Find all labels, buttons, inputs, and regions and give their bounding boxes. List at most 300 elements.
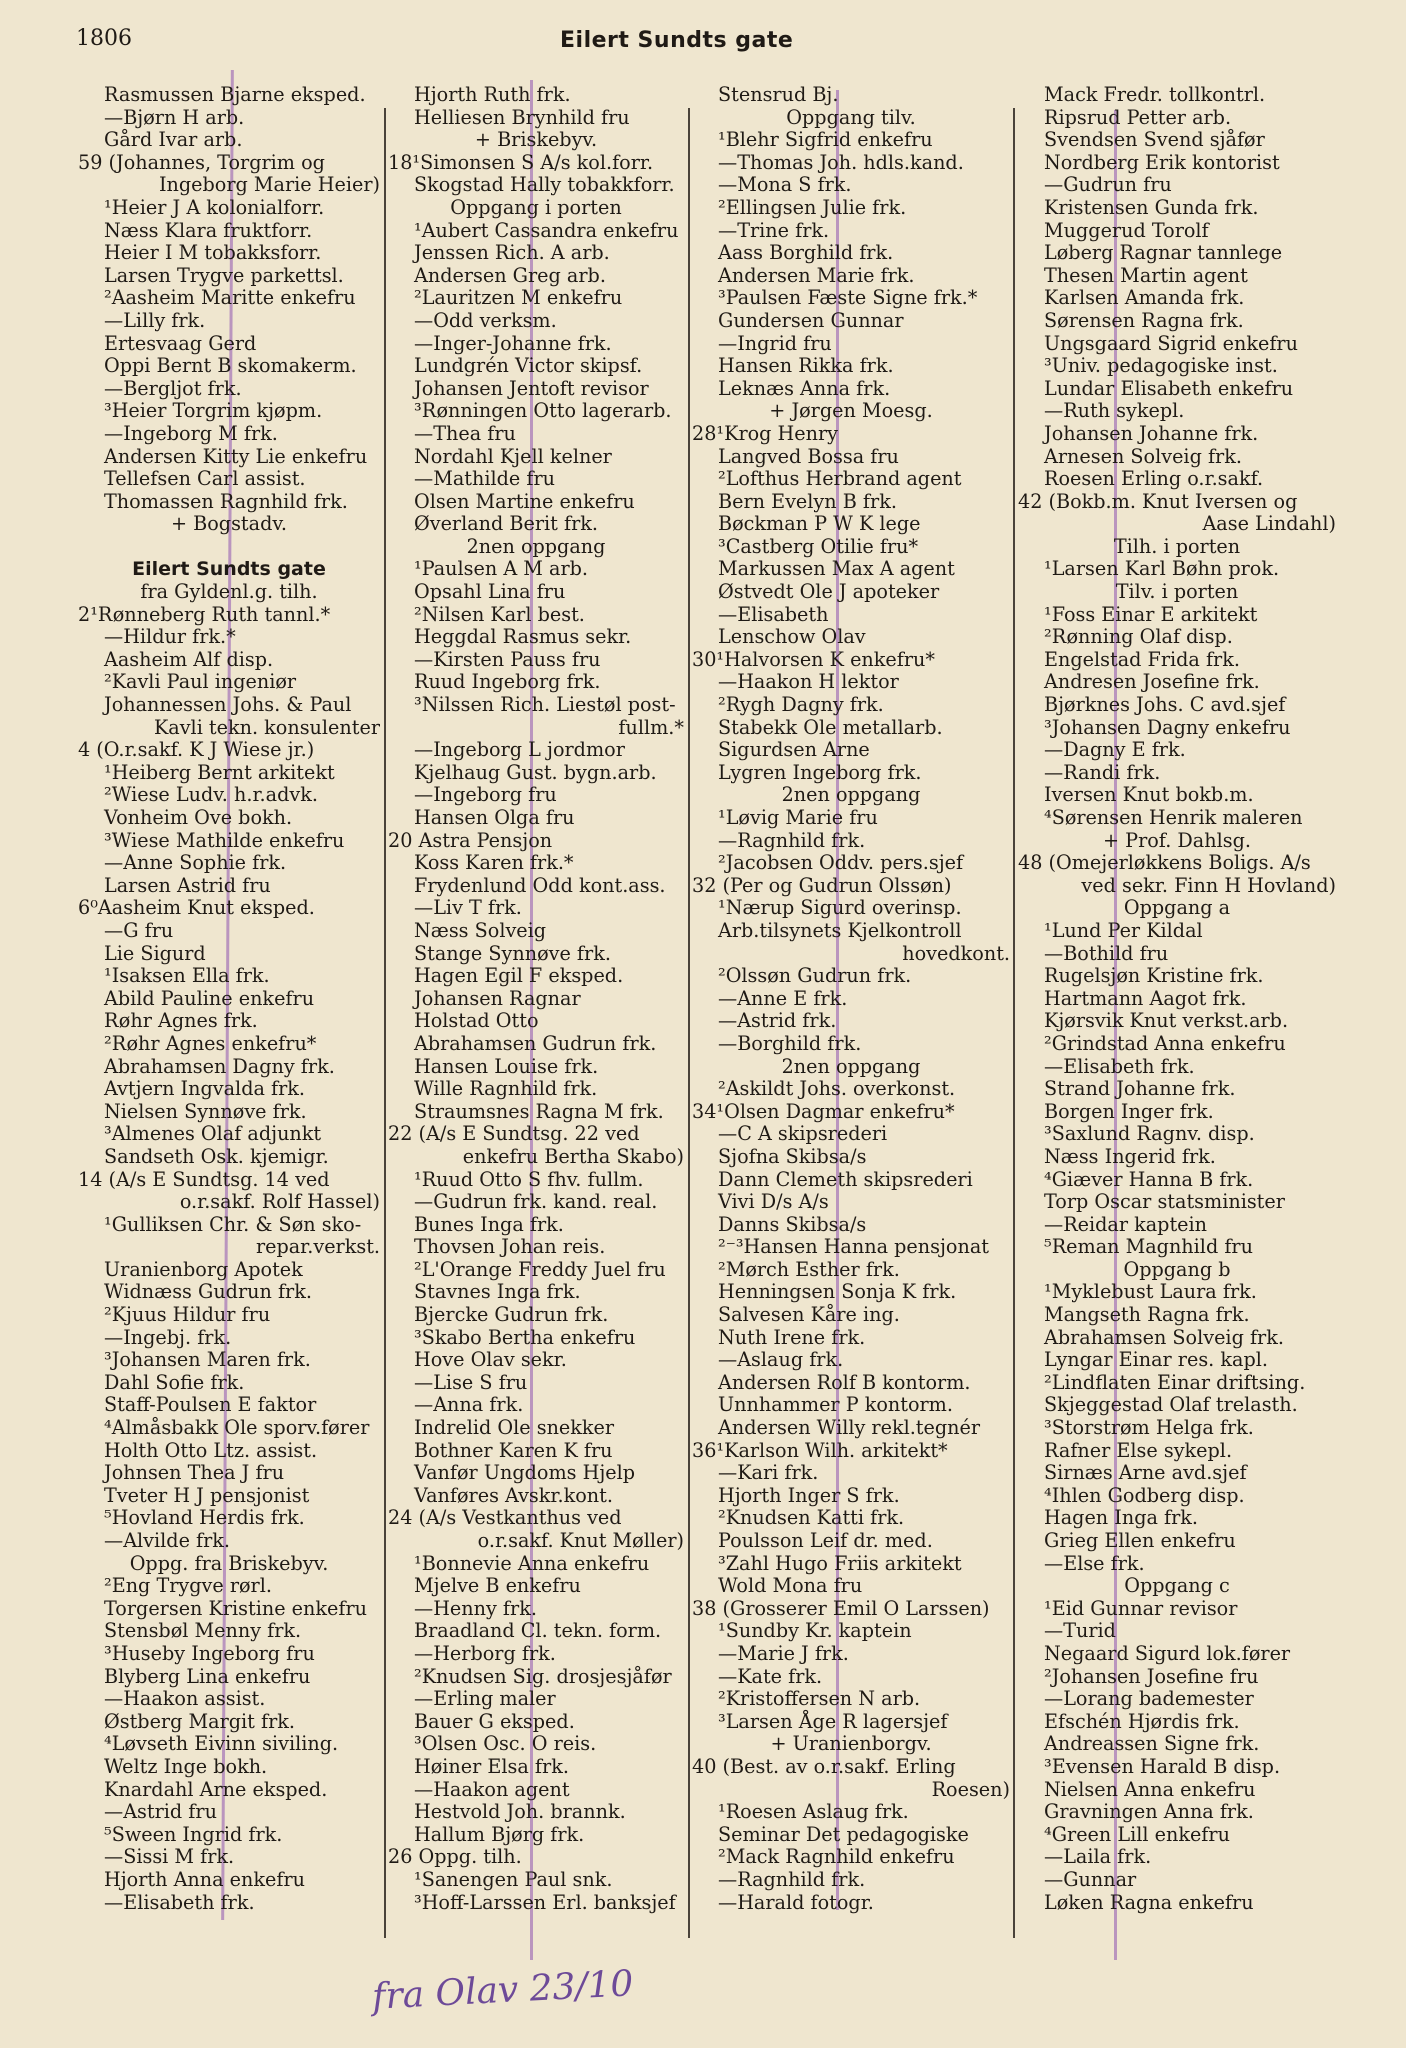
directory-line: —Borghild frk. — [718, 1031, 862, 1055]
directory-line: —Haakon agent — [414, 1777, 570, 1801]
directory-line: —Gunnar — [1044, 1867, 1137, 1891]
directory-line: Tilv. i porten — [1115, 580, 1239, 604]
directory-line: Hallum Bjørg frk. — [414, 1822, 585, 1846]
directory-line: ³Rønningen Otto lagerarb. — [414, 399, 672, 423]
directory-line: Stensrud Bj. — [718, 84, 839, 106]
directory-line: Abrahamsen Solveig frk. — [1044, 1325, 1284, 1349]
directory-line: —Ragnhild frk. — [718, 828, 866, 852]
directory-line: ³Skabo Bertha enkefru — [414, 1325, 636, 1349]
directory-line: Ertesvaag Gerd — [104, 331, 257, 355]
directory-line: Hjorth Ruth frk. — [414, 84, 571, 106]
directory-line: o.r.sakf. Rolf Hassel) — [179, 1190, 380, 1214]
directory-line: Hove Olav sekr. — [414, 1348, 567, 1372]
directory-line: 42 (Bokb.m. Knut Iversen og — [1018, 489, 1298, 513]
directory-line: —Kari frk. — [718, 1461, 819, 1485]
directory-line: —Lise S fru — [414, 1370, 528, 1394]
directory-line: Larsen Trygve parkettsl. — [104, 263, 344, 287]
directory-line: ³Saxlund Ragnv. disp. — [1044, 1122, 1255, 1146]
directory-line: ²Lofthus Herbrand agent — [718, 467, 962, 491]
directory-line: ¹Foss Einar E arkitekt — [1044, 602, 1258, 626]
directory-line: Østvedt Ole J apoteker — [718, 580, 940, 604]
directory-line: Henningsen Sonja K frk. — [718, 1280, 957, 1304]
directory-line: Kavli tekn. konsulenter — [153, 715, 380, 739]
directory-line: ³Johansen Maren frk. — [104, 1348, 311, 1372]
column-3 — [692, 84, 1010, 1914]
directory-line: Bjørknes Johs. C avd.sjef — [1044, 693, 1286, 717]
directory-line: Efschén Hjørdis frk. — [1044, 1709, 1240, 1733]
directory-line: Johnsen Thea J fru — [104, 1461, 285, 1485]
directory-line: Tellefsen Carl assist. — [104, 467, 306, 491]
directory-line: ³Univ. pedagogiske inst. — [1044, 354, 1278, 378]
directory-line: Aasheim Alf disp. — [104, 647, 274, 671]
directory-line: ²Rygh Dagny frk. — [718, 693, 884, 717]
directory-line: Næss Solveig — [414, 918, 547, 942]
directory-line: Gård Ivar arb. — [104, 128, 243, 152]
directory-line: —Turid — [1044, 1619, 1116, 1643]
directory-line: Johansen Jentoft revisor — [414, 376, 649, 400]
directory-line: Ruud Ingeborg frk. — [414, 670, 601, 694]
directory-line: Hjorth Anna enkefru — [104, 1867, 306, 1891]
directory-line: 40 (Best. av o.r.sakf. Erling — [692, 1754, 956, 1778]
directory-line: —Erling maler — [414, 1687, 556, 1711]
directory-line: ³Evensen Harald B disp. — [1044, 1754, 1281, 1778]
directory-line: Andersen Greg arb. — [414, 263, 606, 287]
directory-columns — [0, 84, 1406, 2004]
directory-line: —Herborg frk. — [414, 1641, 556, 1665]
directory-line: —Thea fru — [414, 421, 516, 445]
directory-line: Weltz Inge bokh. — [104, 1754, 268, 1778]
directory-line: 32 (Per og Gudrun Olssøn) — [692, 873, 952, 897]
directory-line: Sørensen Ragna frk. — [1044, 308, 1244, 332]
directory-line: fra Gyldenl.g. tilh. — [140, 580, 318, 604]
directory-line: Sirnæs Arne avd.sjef — [1044, 1461, 1247, 1485]
directory-line: —Laila frk. — [1044, 1845, 1152, 1869]
directory-line: ²Wiese Ludv. h.r.advk. — [104, 783, 318, 807]
directory-line: Bern Evelyn B frk. — [718, 489, 897, 513]
directory-line: Lie Sigurd — [104, 941, 206, 965]
directory-line: Oppi Bernt B skomakerm. — [104, 354, 357, 378]
directory-line: Uranienborg Apotek — [104, 1257, 303, 1281]
directory-line: ¹Heier J A kolonialforr. — [104, 195, 325, 219]
directory-line: + Prof. Dahlsg. — [1103, 828, 1251, 852]
directory-line: Sjofna Skibsa/s — [718, 1144, 867, 1168]
directory-line: Holth Otto Ltz. assist. — [104, 1438, 318, 1462]
directory-line: —Lorang bademester — [1044, 1687, 1254, 1711]
directory-line: ³Storstrøm Helga frk. — [1044, 1416, 1254, 1440]
directory-line: Dann Clemeth skipsrederi — [718, 1167, 973, 1191]
directory-line: ¹Blehr Sigfrid enkefru — [718, 128, 933, 152]
directory-line: —Dagny E frk. — [1044, 738, 1186, 762]
directory-line: 2nen oppgang — [781, 1054, 921, 1078]
directory-line: 36¹Karlson Wilh. arkitekt* — [692, 1438, 948, 1462]
directory-line: —Astrid fru — [104, 1800, 217, 1824]
directory-line: Bjercke Gudrun frk. — [414, 1303, 609, 1327]
directory-line: Arb.tilsynets Kjelkontroll — [718, 918, 962, 942]
column-2 — [388, 84, 684, 1914]
directory-line: Oppgang i porten — [450, 195, 622, 219]
directory-line: —Haakon H lektor — [718, 670, 899, 694]
directory-line: Holstad Otto — [414, 1009, 539, 1033]
directory-line: ¹Gulliksen Chr. & Søn sko- — [104, 1212, 362, 1236]
directory-line: Tveter H J pensjonist — [104, 1483, 310, 1507]
directory-line: ²Kjuus Hildur fru — [104, 1303, 271, 1327]
directory-line: Høiner Elsa frk. — [414, 1754, 569, 1778]
directory-line: ¹Ruud Otto S fhv. fullm. — [414, 1167, 644, 1191]
directory-line: Staff-Poulsen E faktor — [104, 1393, 317, 1417]
directory-line: Hartmann Aagot frk. — [1044, 986, 1247, 1010]
directory-line: 20 Astra Pensjon — [388, 828, 553, 852]
directory-line: Heier I M tobakksforr. — [104, 241, 322, 265]
directory-line: Lygren Ingeborg frk. — [718, 760, 922, 784]
directory-line: Vanfør Ungdoms Hjelp — [414, 1461, 636, 1485]
directory-line: Andersen Rolf B kontorm. — [718, 1370, 971, 1394]
directory-line: —Lilly frk. — [104, 308, 206, 332]
directory-line: 34¹Olsen Dagmar enkefru* — [692, 1099, 955, 1123]
directory-line: —Kirsten Pauss fru — [414, 647, 601, 671]
directory-line: ²Mack Ragnhild enkefru — [718, 1845, 955, 1869]
directory-line: 2¹Rønneberg Ruth tannl.* — [78, 602, 331, 626]
directory-line: —Anne Sophie frk. — [104, 851, 287, 875]
directory-line: ¹Heiberg Bernt arkitekt — [104, 760, 335, 784]
directory-line: Mjelve B enkefru — [414, 1574, 581, 1598]
directory-line: ¹Eid Gunnar revisor — [1044, 1596, 1238, 1620]
directory-line: ⁵Sween Ingrid frk. — [104, 1822, 283, 1846]
directory-line: —Elisabeth — [718, 602, 829, 626]
directory-line: —Anna frk. — [414, 1393, 524, 1417]
directory-line: —G fru — [104, 918, 174, 942]
directory-line: ²Jacobsen Oddv. pers.sjef — [718, 851, 964, 875]
directory-line: —Mona S frk. — [718, 173, 852, 197]
directory-line: —Ragnhild frk. — [718, 1867, 866, 1891]
directory-line: Opsahl Lina fru — [414, 580, 566, 604]
directory-line: ²Lindflaten Einar driftsing. — [1044, 1370, 1306, 1394]
directory-line: ²Aasheim Maritte enkefru — [104, 286, 356, 310]
directory-line: Oppg. fra Briskebyv. — [129, 1551, 329, 1575]
directory-line: —Astrid frk. — [718, 1009, 837, 1033]
directory-line: Oppgang b — [1123, 1257, 1231, 1281]
directory-line: ⁴Ihlen Godberg disp. — [1044, 1483, 1245, 1507]
directory-line: Negaard Sigurd lok.fører — [1044, 1641, 1291, 1665]
directory-line: Poulsson Leif dr. med. — [718, 1529, 933, 1552]
directory-line: ³Larsen Åge R lagersjef — [718, 1709, 948, 1733]
directory-line: 59 (Johannes, Torgrim og — [78, 150, 325, 174]
directory-line: ²Olssøn Gudrun frk. — [718, 964, 912, 988]
directory-line: Mangseth Ragna frk. — [1044, 1303, 1250, 1327]
column-4 — [1018, 84, 1336, 1914]
directory-line: 18¹Simonsen S A/s kol.forr. — [388, 150, 654, 174]
directory-line: ¹Myklebust Laura frk. — [1044, 1280, 1257, 1304]
directory-line: Røhr Agnes frk. — [104, 1009, 258, 1033]
directory-line: Roesen) — [931, 1777, 1010, 1801]
directory-line: Vivi D/s A/s — [718, 1190, 829, 1214]
directory-line: Østberg Margit frk. — [104, 1709, 295, 1733]
directory-line: —Alvilde frk. — [104, 1529, 231, 1552]
directory-line: Andreassen Signe frk. — [1044, 1732, 1260, 1756]
directory-line: Rasmussen Bjarne eksped. — [104, 84, 366, 106]
directory-line: Ungsgaard Sigrid enkefru — [1044, 331, 1298, 355]
directory-line: Næss Ingerid frk. — [1044, 1144, 1216, 1168]
directory-line: + Uranienborgv. — [770, 1732, 932, 1756]
directory-line: Olsen Martine enkefru — [414, 489, 635, 513]
directory-line: ²Knudsen Katti frk. — [718, 1506, 905, 1530]
directory-line: Stensbøl Menny frk. — [104, 1619, 302, 1643]
directory-line: Dahl Sofie frk. — [104, 1370, 245, 1394]
directory-line: ¹Nærup Sigurd overinsp. — [718, 896, 962, 920]
directory-line: Bøckman P W K lege — [718, 512, 921, 536]
directory-line: Oppgang tilv. — [786, 105, 916, 129]
directory-line: + Bogstadv. — [170, 512, 288, 536]
directory-line: 24 (A/s Vestkanthus ved — [388, 1506, 622, 1530]
directory-line: enkefru Bertha Skabo) — [462, 1144, 684, 1168]
directory-line: —Bjørn H arb. — [104, 105, 245, 129]
directory-line: —Reidar kaptein — [1044, 1212, 1208, 1236]
directory-line: Skogstad Hally tobakkforr. — [414, 173, 675, 197]
directory-line: ²Nilsen Karl best. — [414, 602, 585, 626]
directory-line: Abrahamsen Dagny frk. — [104, 1054, 335, 1078]
handwritten-note: fra Olav 23/10 — [371, 1963, 635, 2018]
directory-line: —Else frk. — [1044, 1551, 1145, 1575]
directory-line: ⁵Reman Magnhild fru — [1044, 1235, 1253, 1259]
directory-line: ²Askildt Johs. overkonst. — [718, 1077, 956, 1101]
directory-line: —Kate frk. — [718, 1664, 823, 1688]
directory-line: Widnæss Gudrun frk. — [104, 1280, 312, 1304]
directory-line: Nordahl Kjell kelner — [414, 444, 612, 468]
directory-line: ³Wiese Mathilde enkefru — [104, 828, 345, 852]
directory-line: ⁵Hovland Herdis frk. — [104, 1506, 305, 1530]
directory-line: —Thomas Joh. hdls.kand. — [718, 150, 964, 174]
page-number: 1806 — [76, 26, 132, 51]
directory-line: —Ingeborg M frk. — [104, 421, 278, 445]
directory-line: Torgersen Kristine enkefru — [104, 1596, 367, 1620]
directory-line: Aase Lindahl) — [1202, 512, 1336, 536]
directory-line: Borgen Inger frk. — [1044, 1099, 1214, 1123]
directory-line: Iversen Knut bokb.m. — [1044, 783, 1254, 807]
directory-line: Nuth Irene frk. — [718, 1325, 866, 1349]
directory-line: 14 (A/s E Sundtsg. 14 ved — [78, 1167, 330, 1191]
directory-line: —Aslaug frk. — [718, 1348, 844, 1372]
directory-line: Andersen Willy rekl.tegnér — [718, 1416, 981, 1440]
directory-line: Svendsen Svend sjåfør — [1044, 128, 1265, 152]
directory-line: Johansen Johanne frk. — [1044, 421, 1259, 445]
directory-line: —Liv T frk. — [414, 896, 522, 920]
directory-line: ³Nilssen Rich. Liestøl post- — [414, 693, 676, 717]
directory-line: Roesen Erling o.r.sakf. — [1044, 467, 1264, 491]
directory-line: ¹Sanengen Paul snk. — [414, 1867, 613, 1891]
directory-line: Abrahamsen Gudrun frk. — [414, 1031, 657, 1055]
directory-line: Bunes Inga frk. — [414, 1212, 564, 1236]
directory-line: ³Zahl Hugo Friis arkitekt — [718, 1551, 962, 1575]
directory-line: + Jørgen Moesg. — [769, 399, 933, 423]
directory-line: Hagen Inga frk. — [1044, 1506, 1199, 1530]
directory-line: ¹Isaksen Ella frk. — [104, 964, 270, 988]
directory-line: Øverland Berit frk. — [414, 512, 598, 536]
directory-line: —Harald fotogr. — [718, 1890, 874, 1914]
directory-line: ³Paulsen Fæste Signe frk.* — [718, 286, 978, 310]
directory-line: ⁴Almåsbakk Ole sporv.fører — [104, 1416, 370, 1440]
directory-line: hovedkont. — [902, 941, 1010, 965]
directory-line: —Ingebj. frk. — [104, 1325, 232, 1349]
directory-line: —Sissi M frk. — [104, 1845, 235, 1869]
directory-line: Tilh. i porten — [1113, 534, 1241, 558]
directory-line: Helliesen Brynhild fru — [414, 105, 630, 129]
directory-line: Frydenlund Odd kont.ass. — [414, 873, 666, 897]
directory-line: Andersen Marie frk. — [718, 263, 915, 287]
directory-line: Wold Mona fru — [718, 1574, 863, 1598]
directory-line: ¹Løvig Marie fru — [718, 806, 878, 829]
directory-line: Skjeggestad Olaf trelasth. — [1044, 1393, 1298, 1417]
directory-line: Koss Karen frk.* — [414, 851, 574, 875]
directory-line: 4 (O.r.sakf. K J Wiese jr.) — [78, 738, 315, 762]
directory-line: —Odd verksm. — [414, 308, 557, 332]
directory-line: Ingeborg Marie Heier) — [158, 173, 380, 197]
directory-line: ¹Roesen Aslaug frk. — [718, 1800, 909, 1824]
directory-line: ³Olsen Osc. O reis. — [414, 1732, 597, 1756]
directory-line: Danns Skibsa/s — [718, 1212, 867, 1236]
directory-line: Johannessen Johs. & Paul — [104, 693, 352, 717]
directory-line: Kristensen Gunda frk. — [1044, 195, 1259, 219]
directory-line: Abild Pauline enkefru — [104, 986, 315, 1010]
directory-line: Stabekk Ole metallarb. — [718, 715, 943, 739]
directory-line: Indrelid Ole snekker — [414, 1416, 615, 1440]
directory-line: 2nen oppgang — [781, 783, 921, 807]
directory-line: Hestvold Joh. brannk. — [414, 1800, 626, 1824]
directory-line: —Haakon assist. — [104, 1687, 266, 1711]
directory-line: Nielsen Synnøve frk. — [104, 1099, 307, 1123]
directory-line: Oppgang c — [1124, 1574, 1230, 1598]
section-heading: Eilert Sundts gate — [132, 558, 326, 581]
directory-line: Vonheim Ove bokh. — [104, 806, 293, 829]
directory-line: ²Johansen Josefine fru — [1044, 1664, 1259, 1688]
directory-line: Andresen Josefine frk. — [1044, 670, 1260, 694]
directory-line: Thovsen Johan reis. — [414, 1235, 606, 1259]
directory-line: ²⁻³Hansen Hanna pensjonat — [718, 1235, 989, 1259]
directory-line: Heggdal Rasmus sekr. — [414, 625, 632, 649]
directory-line: Engelstad Frida frk. — [1044, 647, 1240, 671]
directory-line: ²Røhr Agnes enkefru* — [104, 1031, 317, 1055]
directory-line: —Anne E frk. — [718, 986, 848, 1010]
directory-line: Løken Ragna enkefru — [1044, 1890, 1254, 1914]
directory-line: —Henny frk. — [414, 1596, 537, 1620]
directory-line: —Trine frk. — [718, 218, 830, 242]
directory-line: ³Heier Torgrim kjøpm. — [104, 399, 323, 423]
directory-line: Strand Johanne frk. — [1044, 1077, 1236, 1101]
directory-line: —Mathilde fru — [414, 467, 555, 491]
directory-line: Gundersen Gunnar — [718, 308, 904, 332]
directory-line: Johansen Ragnar — [414, 986, 581, 1010]
directory-line: ²Kavli Paul ingeniør — [104, 670, 297, 694]
directory-line: Hansen Rikka frk. — [718, 354, 894, 378]
directory-line: ⁴Giæver Hanna B frk. — [1044, 1167, 1254, 1191]
directory-line: 30¹Halvorsen K enkefru* — [692, 647, 935, 671]
directory-line: ²Mørch Esther frk. — [718, 1257, 900, 1281]
directory-line: Hansen Olga fru — [414, 806, 575, 829]
directory-line: Stavnes Inga frk. — [414, 1280, 581, 1304]
directory-line: Nielsen Anna enkefru — [1044, 1777, 1256, 1801]
directory-line: Hagen Egil F eksped. — [414, 964, 624, 988]
directory-line: Lundgrén Victor skipsf. — [414, 354, 643, 378]
directory-line: —Inger-Johanne frk. — [414, 331, 612, 355]
directory-line: ⁴Løvseth Eivinn siviling. — [104, 1732, 339, 1756]
directory-line: 38 (Grosserer Emil O Larssen) — [692, 1596, 990, 1620]
directory-line: Hjorth Inger S frk. — [718, 1483, 900, 1507]
directory-line: Straumsnes Ragna M frk. — [414, 1099, 664, 1123]
directory-line: ²Kristoffersen N arb. — [718, 1687, 921, 1711]
column-1 — [78, 84, 380, 1914]
directory-line: Markussen Max A agent — [718, 557, 955, 581]
directory-line: Bauer G eksped. — [414, 1709, 575, 1733]
directory-line: Grieg Ellen enkefru — [1044, 1529, 1236, 1552]
directory-line: Jenssen Rich. A arb. — [414, 241, 610, 265]
directory-line: ²Ellingsen Julie frk. — [718, 195, 907, 219]
directory-line: Lundar Elisabeth enkefru — [1044, 376, 1294, 400]
directory-line: Løberg Ragnar tannlege — [1044, 241, 1283, 265]
directory-line: o.r.sakf. Knut Møller) — [477, 1529, 684, 1552]
directory-line: 26 Oppg. tilh. — [388, 1845, 522, 1869]
directory-line: Hansen Louise frk. — [414, 1054, 599, 1078]
directory-line: ³Castberg Otilie fru* — [718, 534, 919, 558]
directory-line: ¹Larsen Karl Bøhn prok. — [1044, 557, 1280, 581]
directory-line: ³Almenes Olaf adjunkt — [104, 1122, 322, 1146]
directory-line: Thesen Martin agent — [1044, 263, 1248, 287]
directory-line: Langved Bossa fru — [718, 444, 899, 468]
directory-line: ¹Aubert Cassandra enkefru — [414, 218, 679, 242]
directory-line: 6⁰Aasheim Knut eksped. — [78, 896, 315, 920]
directory-line: —Ruth sykepl. — [1044, 399, 1185, 423]
directory-line: ²Lauritzen M enkefru — [414, 286, 623, 310]
directory-line: + Briskebyv. — [474, 128, 598, 152]
directory-line: —Hildur frk.* — [104, 625, 236, 649]
directory-line: 28¹Krog Henry — [692, 421, 839, 445]
directory-line: ³Johansen Dagny enkefru — [1044, 715, 1291, 739]
directory-line: Gravningen Anna frk. — [1044, 1800, 1254, 1824]
directory-line: ved sekr. Finn H Hovland) — [1081, 873, 1336, 897]
directory-line: Rafner Else sykepl. — [1044, 1438, 1233, 1462]
directory-line: Bothner Karen K fru — [414, 1438, 613, 1462]
directory-line: Braadland Cl. tekn. form. — [414, 1619, 662, 1643]
directory-line: Thomassen Ragnhild frk. — [104, 489, 348, 513]
directory-line: Larsen Astrid fru — [104, 873, 271, 897]
directory-line: —Elisabeth frk. — [1044, 1054, 1195, 1078]
directory-line: repar.verkst. — [255, 1235, 380, 1259]
directory-line: —Bothild fru — [1044, 941, 1169, 965]
directory-line: Arnesen Solveig frk. — [1044, 444, 1242, 468]
directory-line: Lenschow Olav — [718, 625, 866, 649]
directory-line — [78, 536, 380, 559]
directory-line: ²Eng Trygve rørl. — [104, 1574, 272, 1598]
directory-line: —C A skipsrederi — [718, 1122, 888, 1146]
directory-line: Aass Borghild frk. — [718, 241, 894, 265]
directory-line: Wille Ragnhild frk. — [414, 1077, 598, 1101]
directory-line: —Bergljot frk. — [104, 376, 242, 400]
directory-line: ⁴Green Lill enkefru — [1044, 1822, 1230, 1846]
directory-line: —Elisabeth frk. — [104, 1890, 255, 1914]
directory-line: —Marie J frk. — [718, 1641, 849, 1665]
directory-line: Salvesen Kåre ing. — [718, 1303, 900, 1327]
directory-line: ¹Sundby Kr. kaptein — [718, 1619, 912, 1643]
directory-line: —Gudrun frk. kand. real. — [414, 1190, 658, 1214]
directory-line: —Gudrun fru — [1044, 173, 1172, 197]
running-head: Eilert Sundts gate — [560, 28, 794, 53]
directory-line: Leknæs Anna frk. — [718, 376, 891, 400]
directory-line: ³Hoff-Larssen Erl. banksjef — [414, 1890, 676, 1914]
directory-line: Kjørsvik Knut verkst.arb. — [1044, 1009, 1289, 1033]
directory-line: ²Grindstad Anna enkefru — [1044, 1031, 1286, 1055]
directory-line: —Ingrid fru — [718, 331, 832, 355]
directory-line: Blyberg Lina enkefru — [104, 1664, 311, 1688]
directory-line: 48 (Omejerløkkens Boligs. A/s — [1018, 851, 1311, 875]
directory-line: Muggerud Torolf — [1044, 218, 1209, 242]
directory-line: Stange Synnøve frk. — [414, 941, 611, 965]
